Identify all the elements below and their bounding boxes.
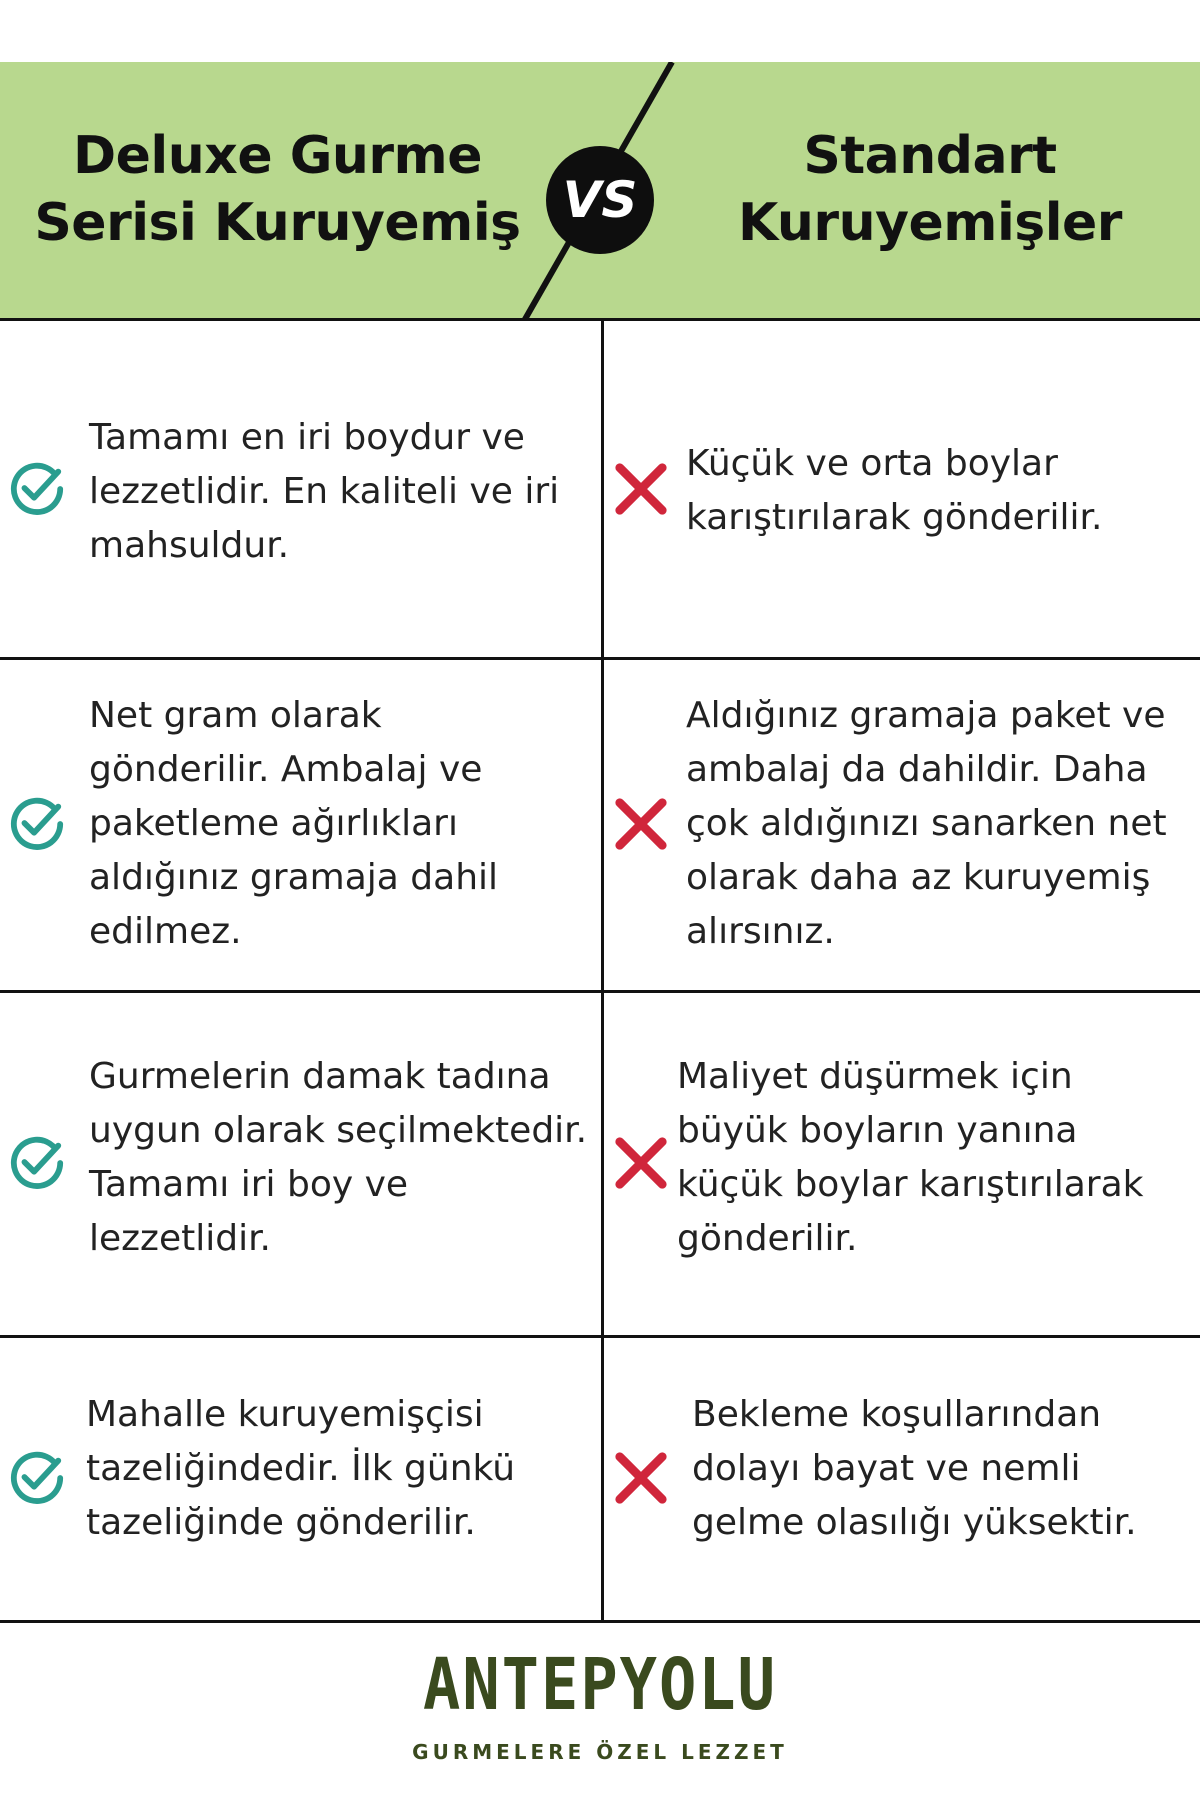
table-row-1-right (604, 321, 1200, 657)
right-column-title: Standart Kuruyemişler (738, 126, 1122, 253)
vs-badge: VS (546, 146, 654, 254)
check-circle-icon (8, 795, 66, 853)
table-row-2-left (0, 660, 601, 990)
table-row-3-left (0, 993, 601, 1335)
advantage-text: Gurmelerin damak tadına uygun olarak seçilmektedir. Tamamı iri boy ve lezzetlidir. (89, 1056, 588, 1259)
disadvantage-text: Maliyet düşürmek için büyük boyların yanına küçük boylar karıştırılarak gönderilir. (677, 1056, 1144, 1259)
advantage-text: Net gram olarak gönderilir. Ambalaj ve paketleme ağırlıkları aldığınız gramaja dahil edilmez. (89, 695, 499, 952)
left-column-title: Deluxe Gurme Serisi Kuruyemiş (34, 126, 521, 253)
row-divider (0, 1620, 1200, 1623)
advantage-text: Tamamı en iri boydur ve lezzetlidir. En kaliteli ve iri mahsuldur. (89, 417, 560, 566)
brand-tagline: GURMELERE ÖZEL LEZZET (412, 1740, 788, 1764)
cross-icon (612, 1449, 670, 1507)
disadvantage-text: Aldığınız gramaja paket ve ambalaj da dahildir. Daha çok aldığınızı sanarken net olarak daha az kuruyemiş alırsınız. (686, 695, 1167, 952)
table-row-3-right (604, 993, 1200, 1335)
disadvantage-text: Bekleme koşullarından dolayı bayat ve nemli gelme olasılığı yüksektir. (692, 1394, 1137, 1543)
disadvantage-text: Küçük ve orta boylar karıştırılarak gönderilir. (686, 443, 1103, 538)
table-row-1-left (0, 321, 601, 657)
advantage-text: Mahalle kuruyemişçisi tazeliğindedir. İlk günkü tazeliğinde gönderilir. (86, 1394, 516, 1543)
table-row-4-right (604, 1338, 1200, 1620)
cross-icon (612, 1134, 670, 1192)
table-row-2-right (604, 660, 1200, 990)
check-circle-icon (8, 460, 66, 518)
cross-icon (612, 795, 670, 853)
check-circle-icon (8, 1449, 66, 1507)
check-circle-icon (8, 1134, 66, 1192)
cross-icon (612, 460, 670, 518)
brand-logo: ANTEPYOLU (423, 1642, 777, 1727)
table-row-4-left (0, 1338, 601, 1620)
comparison-table (0, 321, 1200, 1623)
